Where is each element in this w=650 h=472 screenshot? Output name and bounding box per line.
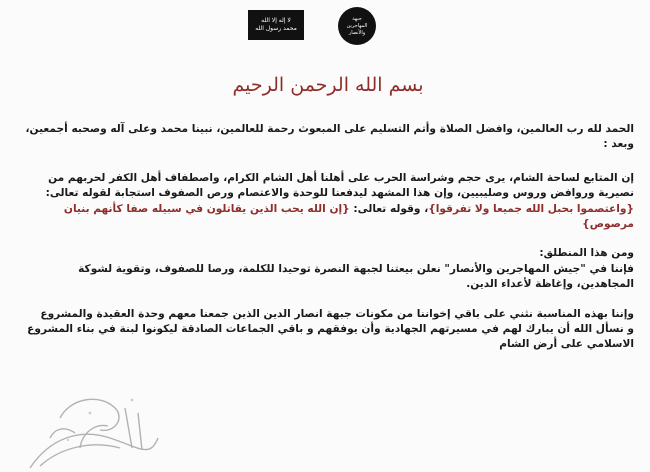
greeting-line-2: وبعد :: [603, 138, 634, 151]
black-flag-logo: [248, 10, 304, 40]
statement-body: [14, 122, 634, 353]
quran-quote-1: {واعتصموا بحبل الله جميعا ولا تفرقوا}: [428, 202, 634, 215]
paragraph-3-line-3: المجاهدين، وإغاظة لأعداء الدين.: [466, 278, 634, 291]
basmala-calligraphy: بسم الله الرحمن الرحيم: [232, 74, 424, 96]
seal-text-bottom: المهاجرين والأنصار: [346, 22, 368, 36]
paragraph-2-line-3: [14, 202, 634, 217]
seal-text-top: جبهة: [352, 15, 362, 22]
paragraph-3-line-1: ومن هذا المنطلق:: [539, 247, 634, 260]
calligraphy-ornament-icon: [20, 378, 160, 472]
group-seal-logo: [338, 7, 376, 45]
header-logos: [0, 6, 650, 46]
flag-text-top: لا إله إلا الله: [261, 17, 291, 24]
paragraph-4-line-3: الاسلامي على أرض الشام: [499, 338, 634, 351]
paragraph-4-line-1: وإننا بهذه المناسبة نثني على باقي إخواننا من مكونات جبهة انصار الدين الذين جمعنا معهم وحدة العقيدة والمشروع: [40, 307, 634, 320]
quran-quote-2-end: مرصوص}: [582, 218, 634, 231]
flag-text-bottom: محمد رسول الله: [255, 25, 297, 32]
paragraph-3-line-2: فإننا في "جيش المهاجرين والأنصار" نعلن بيعتنا لجبهة النصرة توحيدا للكلمة، ورصا للصفوف، وتقوية لشوكة: [78, 262, 634, 275]
greeting-line-1: الحمد لله رب العالمين، وافضل الصلاة وأتم التسليم على المبعوث رحمة للعالمين، نبينا محمد وعلى آله وصحبه أجمعين،: [25, 123, 634, 135]
paragraph-4-line-2: و نسأل الله أن يبارك لهم في مسيرتهم الجهادية وأن يوفقهم و باقي الجماعات الصادقة ليكونوا لبنة في بناء المشروع: [27, 323, 634, 336]
paragraph-2-line-1: إن المتابع لساحة الشام، يرى حجم وشراسة الحرب على أهلنا أهل الشام الكرام، واصطفاف أهل الكفر لحربهم من: [48, 171, 634, 184]
paragraph-2-line-2: نصيرية وروافض وروس وصليبيين، وإن هذا المشهد ليدفعنا للوحدة والاعتصام ورص الصفوف استجابة لقوله تعالى:: [45, 187, 634, 200]
quran-quote-2: {إن الله يحب الذين يقاتلون في سبيله صفا كأنهم بنيان: [63, 202, 350, 215]
quote-connector: ، وقوله تعالى:: [353, 202, 429, 215]
